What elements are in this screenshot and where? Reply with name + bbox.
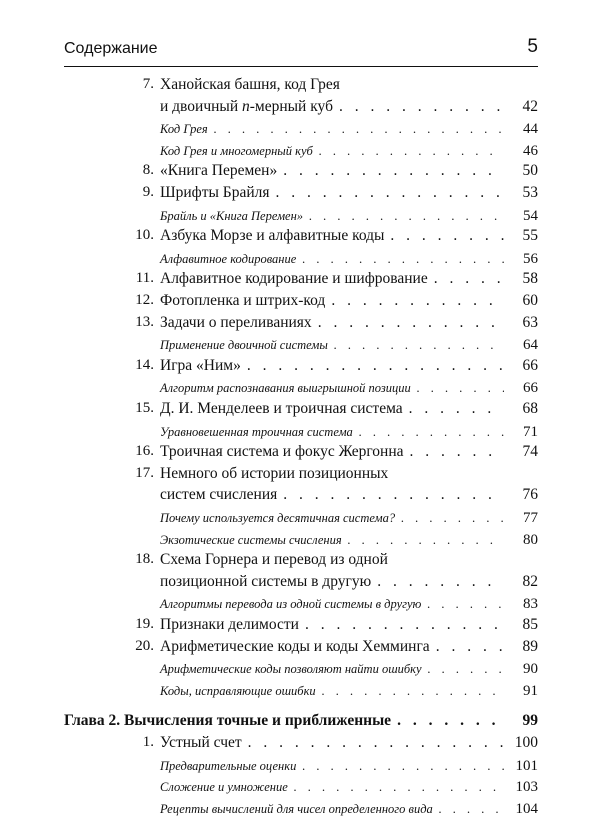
entry-title: Алгоритмы перевода из одной системы в другую (160, 597, 422, 612)
dot-leader (436, 638, 504, 656)
entry-page-number: 99 (522, 712, 538, 730)
entry-page-number: 103 (515, 779, 538, 796)
entry-page-number: 90 (523, 661, 538, 678)
entry-number: 12. (135, 292, 154, 308)
entry-page-number: 58 (522, 270, 538, 288)
entry-title: и двоичный n-мерный куб (160, 97, 333, 115)
entry-title: Шрифты Брайля (160, 184, 270, 201)
entry-page-number: 46 (523, 142, 538, 159)
entry-number: 15. (135, 400, 154, 416)
entry-title: Предварительные оценки (160, 758, 297, 773)
entry-title: Азбука Морзе и алфавитные коды (160, 227, 385, 245)
entry-page-number: 77 (523, 510, 538, 526)
entry-title: Признаки делимости (160, 616, 299, 633)
dot-leader (434, 270, 504, 288)
toc-entry[interactable] (64, 443, 538, 465)
toc-entry[interactable] (64, 184, 538, 206)
dot-leader (319, 144, 504, 159)
entry-number: 16. (135, 443, 154, 460)
entry-title: Код Грея (160, 122, 208, 137)
entry-number: 18. (135, 551, 154, 568)
entry-number: 1. (142, 734, 154, 750)
entry-page-number: 56 (523, 250, 538, 267)
entry-page-number: 101 (515, 757, 538, 774)
entry-page-number: 100 (514, 734, 538, 751)
entry-title: Фотопленка и штрих-код (160, 292, 326, 309)
toc-subentry[interactable] (64, 756, 538, 778)
toc-entry[interactable] (64, 400, 538, 422)
dot-leader (318, 314, 504, 332)
entry-title: Игра «Ним» (160, 356, 241, 374)
entry-page-number: 60 (522, 292, 538, 309)
entry-title: Устный счет (160, 734, 242, 751)
entry-page-number: 74 (522, 443, 538, 461)
dot-leader (359, 425, 504, 440)
page-number: 5 (527, 36, 538, 57)
dot-leader (377, 573, 504, 591)
entry-page-number: 91 (523, 682, 538, 699)
entry-page-number: 71 (523, 423, 538, 440)
toc-subentry[interactable] (64, 594, 538, 616)
entry-title: Задачи о переливаниях (160, 313, 312, 331)
toc-subentry[interactable] (64, 378, 538, 400)
toc-subentry[interactable] (64, 206, 538, 228)
toc-entry[interactable] (64, 638, 538, 660)
entry-page-number: 66 (523, 380, 538, 397)
toc-entry[interactable] (64, 486, 538, 508)
entry-page-number: 54 (523, 207, 538, 224)
entry-title: Почему используется десятичная система? (160, 511, 396, 525)
toc-chapter[interactable] (64, 712, 538, 734)
entry-title: Д. И. Менделеев и троичная система (160, 400, 403, 417)
entry-page-number: 50 (522, 162, 538, 180)
running-title: Содержание (64, 40, 158, 57)
entry-title: Алгоритм распознавания выигрышной позиции (160, 381, 411, 396)
page-header (64, 36, 538, 66)
toc-subentry[interactable] (64, 530, 538, 552)
toc-subentry[interactable] (64, 141, 538, 163)
dot-leader (283, 486, 504, 504)
entry-page-number: 68 (522, 400, 538, 417)
entry-number: 11. (135, 270, 154, 287)
dot-leader (390, 227, 504, 245)
entry-number: 14. (135, 356, 154, 373)
entry-title: Экзотические системы счисления (160, 532, 342, 547)
dot-leader (331, 292, 504, 310)
dot-leader (248, 734, 504, 752)
entry-page-number: 63 (522, 313, 538, 331)
entry-page-number: 80 (523, 531, 538, 548)
entry-number: 20. (135, 637, 154, 654)
dot-leader (309, 209, 504, 224)
entry-title: Арифметические коды позволяют найти ошибку (160, 662, 422, 677)
entry-title: Ханойская башня, код Грея (160, 76, 340, 93)
toc-subentry[interactable] (64, 777, 538, 799)
toc-entry[interactable] (64, 76, 538, 98)
entry-title: Уравновешенная троичная система (160, 424, 353, 439)
toc-subentry[interactable] (64, 119, 538, 141)
dot-leader (401, 511, 504, 526)
dot-leader (305, 616, 504, 634)
toc-subentry[interactable] (64, 249, 538, 271)
entry-title: Глава 2. Вычисления точные и приближенные (64, 712, 392, 730)
dot-leader (283, 162, 504, 180)
entry-page-number: 85 (522, 616, 538, 633)
toc-subentry[interactable] (64, 799, 538, 821)
toc-entry[interactable] (64, 573, 538, 595)
entry-page-number: 53 (522, 184, 538, 201)
entry-page-number: 64 (523, 337, 538, 354)
entry-page-number: 42 (522, 97, 538, 115)
entry-title: Коды, исправляющие ошибки (160, 683, 316, 698)
entry-number: 19. (135, 616, 154, 632)
toc-entry[interactable] (64, 734, 538, 756)
dot-leader (214, 122, 504, 137)
entry-title: «Книга Перемен» (160, 162, 278, 180)
dot-leader (334, 338, 504, 353)
dot-leader (339, 98, 504, 116)
toc-entry[interactable] (64, 357, 538, 379)
toc-subentry[interactable] (64, 508, 538, 530)
entry-page-number: 55 (522, 227, 538, 245)
toc-entry[interactable] (64, 227, 538, 249)
header-rule (64, 66, 538, 67)
dot-leader (428, 662, 504, 677)
entry-title: Алфавитное кодирование и шифрование (160, 270, 428, 288)
toc-subentry[interactable] (64, 335, 538, 357)
toc-entry[interactable] (64, 98, 538, 120)
entry-title: систем счисления (160, 486, 278, 504)
dot-leader (247, 357, 504, 375)
toc-entry[interactable] (64, 162, 538, 184)
entry-title: позиционной системы в другую (160, 572, 372, 590)
entry-number: 9. (142, 184, 154, 200)
entry-title: Алфавитное кодирование (160, 251, 297, 266)
entry-page-number: 83 (523, 596, 538, 613)
toc-subentry[interactable] (64, 681, 538, 703)
entry-title: Брайль и «Книга Перемен» (160, 208, 304, 223)
toc-entry[interactable] (64, 314, 538, 336)
dot-leader (410, 443, 504, 461)
toc-entry[interactable] (64, 551, 538, 573)
entry-title: Сложение и умножение (160, 780, 288, 795)
toc-entry[interactable] (64, 616, 538, 638)
dot-leader (275, 184, 504, 202)
dot-leader (348, 533, 504, 548)
dot-leader (439, 802, 504, 817)
dot-leader (417, 381, 504, 396)
dot-leader (427, 597, 504, 612)
dot-leader (294, 780, 504, 795)
dot-leader (397, 712, 504, 730)
entry-title: Схема Горнера и перевод из одной (160, 551, 388, 569)
entry-title: Арифметические коды и коды Хемминга (160, 637, 430, 655)
entry-page-number: 82 (522, 572, 538, 590)
toc-entry[interactable] (64, 270, 538, 292)
entry-number: 13. (135, 313, 154, 330)
entry-page-number: 76 (522, 486, 538, 504)
toc-subentry[interactable] (64, 422, 538, 444)
toc-subentry[interactable] (64, 659, 538, 681)
entry-title: Немного об истории позиционных (160, 464, 389, 482)
entry-title: Рецепты вычислений для чисел определенного вида (160, 801, 433, 816)
toc-entry[interactable] (64, 465, 538, 487)
entry-number: 10. (135, 227, 154, 244)
dot-leader (322, 684, 504, 699)
entry-title: Код Грея и многомерный куб (160, 143, 313, 158)
toc-entry[interactable] (64, 292, 538, 314)
entry-page-number: 104 (515, 800, 538, 817)
dot-leader (302, 252, 504, 267)
entry-number: 7. (142, 76, 154, 92)
entry-title: Троичная система и фокус Жергонна (160, 443, 404, 461)
entry-page-number: 66 (522, 356, 538, 374)
entry-title: Применение двоичной системы (160, 338, 328, 353)
dot-leader (302, 759, 504, 774)
entry-page-number: 89 (522, 637, 538, 655)
entry-number: 17. (135, 464, 154, 481)
dot-leader (409, 400, 504, 418)
entry-page-number: 44 (523, 121, 538, 138)
entry-number: 8. (142, 162, 154, 179)
